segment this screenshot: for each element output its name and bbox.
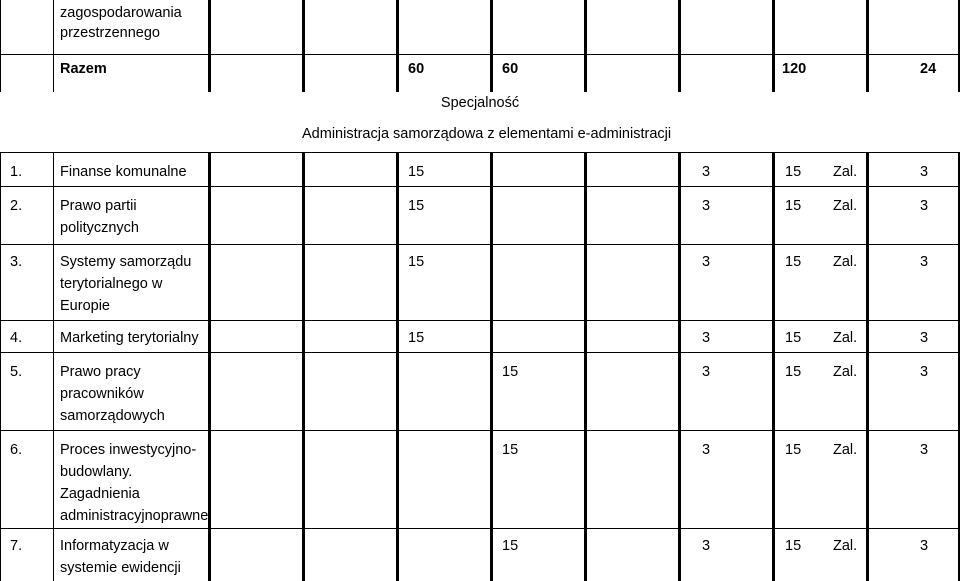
grid-line xyxy=(0,152,1,581)
row-number: 1. xyxy=(10,164,23,180)
grid-line xyxy=(0,528,960,529)
subject-line: zagospodarowania xyxy=(60,5,182,21)
grid-line xyxy=(0,0,1,92)
row-hours2: 15 xyxy=(785,254,802,270)
row-ects: 3 xyxy=(920,254,929,270)
subject-name-line: Finanse komunalne xyxy=(60,164,187,180)
row-ects: 3 xyxy=(920,198,929,214)
row-hours2: 15 xyxy=(785,164,802,180)
section-heading: Specjalność xyxy=(440,95,520,111)
row-credits: 3 xyxy=(702,198,711,214)
grid-line xyxy=(302,152,305,581)
row-credits: 3 xyxy=(702,364,711,380)
grid-line xyxy=(208,0,211,92)
subject-name-line: Prawo partii xyxy=(60,198,137,214)
subject-name-line: Europie xyxy=(60,298,110,314)
row-number: 6. xyxy=(10,442,23,458)
grid-line xyxy=(584,152,587,581)
grid-line xyxy=(490,152,493,581)
row-hours: 15 xyxy=(408,164,425,180)
row-form: Zal. xyxy=(833,538,858,554)
row-credits: 3 xyxy=(702,538,711,554)
grid-line xyxy=(208,152,211,581)
subject-name-line: Zagadnienia xyxy=(60,486,140,502)
total-value: 120 xyxy=(782,61,807,77)
grid-line xyxy=(678,152,681,581)
row-credits: 3 xyxy=(702,442,711,458)
subject-name-line: politycznych xyxy=(60,220,139,236)
grid-line xyxy=(0,352,960,353)
grid-line xyxy=(866,0,869,92)
grid-line xyxy=(0,430,960,431)
row-hours: 15 xyxy=(408,198,425,214)
row-hours: 15 xyxy=(408,330,425,346)
grid-line xyxy=(53,152,54,581)
row-credits: 3 xyxy=(702,164,711,180)
row-hours: 15 xyxy=(502,442,519,458)
row-hours: 15 xyxy=(408,254,425,270)
row-hours2: 15 xyxy=(785,538,802,554)
row-form: Zal. xyxy=(833,330,858,346)
row-credits: 3 xyxy=(702,330,711,346)
subject-name-line: Systemy samorządu xyxy=(60,254,192,270)
grid-line xyxy=(0,54,960,55)
subject-name-line: samorządowych xyxy=(60,408,165,424)
row-hours: 15 xyxy=(502,538,519,554)
row-form: Zal. xyxy=(833,198,858,214)
subject-name-line: Prawo pracy xyxy=(60,364,141,380)
row-ects: 3 xyxy=(920,164,929,180)
subject-name-line: terytorialnego w xyxy=(60,276,163,292)
row-hours2: 15 xyxy=(785,442,802,458)
grid-line xyxy=(396,0,399,92)
subject-name-line: Marketing terytorialny xyxy=(60,330,199,346)
grid-line xyxy=(0,186,960,187)
total-value: 24 xyxy=(920,61,937,77)
total-label: Razem xyxy=(60,61,107,77)
grid-line xyxy=(772,152,775,581)
row-number: 4. xyxy=(10,330,23,346)
grid-line xyxy=(53,0,54,92)
total-value: 60 xyxy=(408,61,425,77)
subject-name-line: administracyjnoprawne xyxy=(60,508,209,524)
row-ects: 3 xyxy=(920,364,929,380)
row-hours2: 15 xyxy=(785,330,802,346)
row-number: 2. xyxy=(10,198,23,214)
grid-line xyxy=(0,152,960,153)
subject-name-line: Informatyzacja w xyxy=(60,538,169,554)
grid-line xyxy=(772,0,775,92)
grid-line xyxy=(0,320,960,321)
row-number: 3. xyxy=(10,254,23,270)
grid-line xyxy=(396,152,399,581)
grid-line xyxy=(0,244,960,245)
row-ects: 3 xyxy=(920,442,929,458)
subject-line: przestrzennego xyxy=(60,25,160,41)
row-form: Zal. xyxy=(833,364,858,380)
subject-name-line: pracowników xyxy=(60,386,144,402)
row-hours: 15 xyxy=(502,364,519,380)
total-value: 60 xyxy=(502,61,519,77)
row-ects: 3 xyxy=(920,538,929,554)
grid-line xyxy=(584,0,587,92)
subject-name-line: systemie ewidencji xyxy=(60,560,181,576)
grid-line xyxy=(678,0,681,92)
row-form: Zal. xyxy=(833,442,858,458)
row-ects: 3 xyxy=(920,330,929,346)
subject-name-line: Proces inwestycyjno- xyxy=(60,442,197,458)
subject-name-line: budowlany. xyxy=(60,464,133,480)
row-form: Zal. xyxy=(833,254,858,270)
grid-line xyxy=(866,152,869,581)
row-credits: 3 xyxy=(702,254,711,270)
grid-line xyxy=(302,0,305,92)
row-hours2: 15 xyxy=(785,364,802,380)
grid-line xyxy=(490,0,493,92)
section-subheading: Administracja samorządowa z elementami e-administracji xyxy=(302,126,672,142)
row-number: 7. xyxy=(10,538,23,554)
row-form: Zal. xyxy=(833,164,858,180)
row-hours2: 15 xyxy=(785,198,802,214)
row-number: 5. xyxy=(10,364,23,380)
